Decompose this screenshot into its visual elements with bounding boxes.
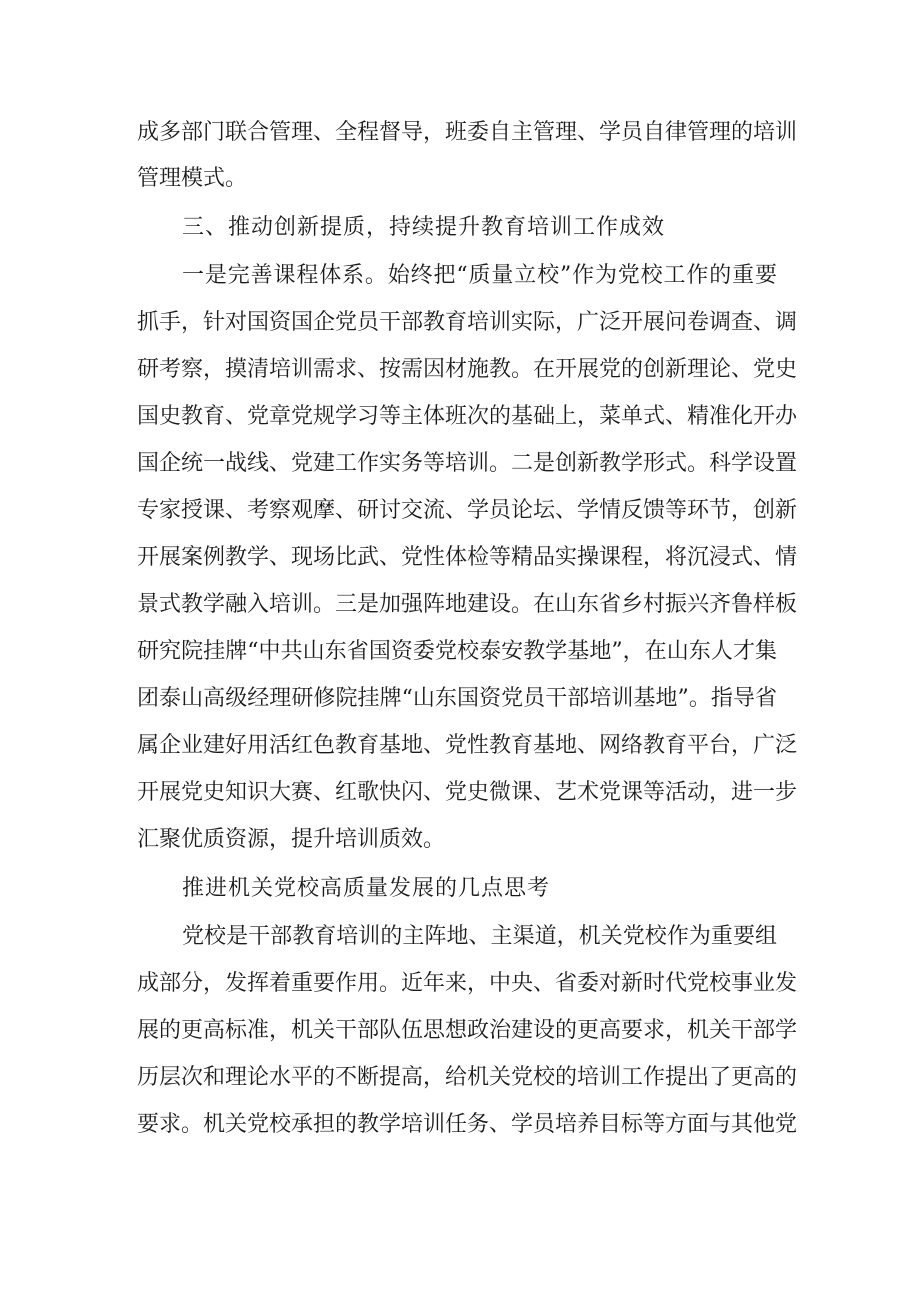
paragraph-line: 团泰山高级经理研修院挂牌“山东国资党员干部培训基地”。指导省	[137, 686, 777, 711]
paragraph-line: 成部分，发挥着重要作用。近年来，中央、省委对新时代党校事业发	[137, 971, 798, 996]
paragraph-line: 开展党史知识大赛、红歌快闪、党史微课、艺术党课等活动，进一步	[137, 780, 798, 805]
paragraph-line: 国企统一战线、党建工作实务等培训。二是创新教学形式。科学设置	[137, 451, 798, 476]
paragraph-line: 展的更高标准，机关干部队伍思想政治建设的更高要求，机关干部学	[137, 1018, 798, 1043]
paragraph-line: 抓手，针对国资国企党员干部教育培训实际，广泛开展问卷调查、调	[137, 310, 798, 335]
paragraph-line: 国史教育、党章党规学习等主体班次的基础上，菜单式、精准化开办	[137, 404, 798, 429]
paragraph-line: 管理模式。	[137, 166, 248, 191]
paragraph-line: 属企业建好用活红色教育基地、党性教育基地、网络教育平台，广泛	[137, 733, 798, 758]
paragraph-line: 一是完善课程体系。始终把“质量立校”作为党校工作的重要	[182, 263, 777, 288]
paragraph-line: 专家授课、考察观摩、研讨交流、学员论坛、学情反馈等环节，创新	[137, 498, 798, 523]
paragraph-line: 党校是干部教育培训的主阵地、主渠道，机关党校作为重要组	[182, 924, 777, 949]
paragraph-line: 历层次和理论水平的不断提高，给机关党校的培训工作提出了更高的	[137, 1065, 798, 1090]
paragraph-line: 要求。机关党校承担的教学培训任务、学员培养目标等方面与其他党	[137, 1112, 798, 1137]
paragraph-line: 开展案例教学、现场比武、党性体检等精品实操课程，将沉浸式、情	[137, 545, 798, 570]
paragraph-line: 成多部门联合管理、全程督导，班委自主管理、学员自律管理的培训	[137, 120, 798, 145]
paragraph-line: 研考察，摸清培训需求、按需因材施教。在开展党的创新理论、党史	[137, 357, 798, 382]
paragraph-line: 研究院挂牌“中共山东省国资委党校泰安教学基地”，在山东人才集	[137, 639, 777, 664]
article-title: 推进机关党校高质量发展的几点思考	[182, 876, 551, 901]
paragraph-line: 汇聚优质资源，提升培训质效。	[137, 827, 446, 852]
paragraph-line: 景式教学融入培训。三是加强阵地建设。在山东省乡村振兴齐鲁样板	[137, 592, 798, 617]
section-heading: 三、推动创新提质，持续提升教育培训工作成效	[182, 215, 666, 240]
